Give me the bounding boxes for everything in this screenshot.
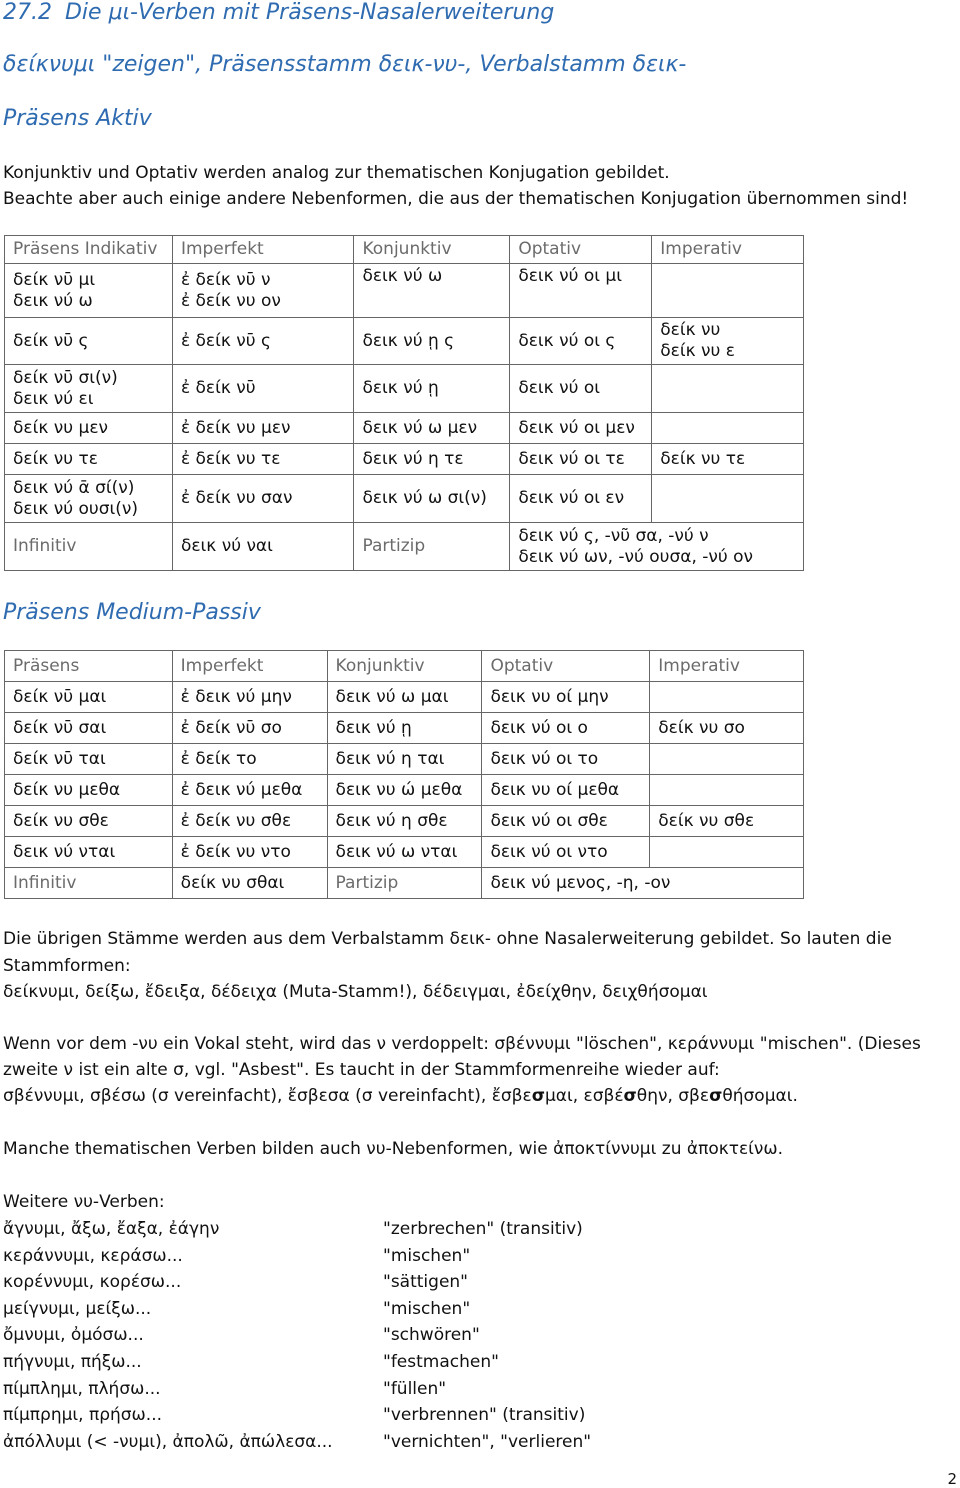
form-cell: ἐ δεικ νύ μην: [172, 682, 327, 713]
vowel-line-2: zweite ν ist ein alte σ, vgl. "Asbest". Es taucht in der Stammformenreihe wieder auf:: [3, 1060, 720, 1080]
thematic-paragraph: Manche thematischen Verben bilden auch νυ-Nebenformen, wie ἀποκτίννυμι zu ἀποκτείνω.: [3, 1139, 784, 1159]
form: δεικ νύ ει: [13, 388, 94, 409]
form-cell: [650, 682, 804, 713]
table-header-row: [5, 236, 804, 264]
participle-label: Partizip: [327, 868, 482, 899]
indicative-cell: δείκ νυ μεν: [5, 413, 173, 444]
infinitive-cell: δείκ νυ σθαι: [172, 868, 327, 899]
text-run: σβέννυμι, σβέσω (σ vereinfacht), ἔσβεσα (σ vereinfacht), ἔσβε: [3, 1086, 532, 1106]
form-cell: δείκ νυ μεθα: [5, 775, 173, 806]
list-item: [3, 1269, 591, 1296]
form-cell: [650, 775, 804, 806]
form-cell: ἐ δείκ νῡ σο: [172, 713, 327, 744]
form-cell: [650, 837, 804, 868]
stems-line-3: δείκνυμι, δείξω, ἔδειξα, δέδειχα (Muta-Stamm!), δέδειγμαι, ἐδείχθην, δειχθήσομαι: [3, 982, 708, 1002]
form: δείκ νῡ μι: [13, 269, 96, 290]
imperative-cell: [652, 413, 804, 444]
medium-passive-table: [4, 650, 804, 899]
meaning: "mischen": [383, 1298, 471, 1319]
section-number: 27.2: [3, 0, 52, 25]
form: δείκ νῡ σι(ν): [13, 367, 118, 388]
form-cell: ἐ δείκ νυ σθε: [172, 806, 327, 837]
form: δεικ νύ ω: [13, 290, 93, 311]
page-number: 2: [947, 1470, 957, 1488]
form: ἐ δείκ νυ ον: [180, 290, 281, 311]
list-item: [3, 1243, 591, 1270]
section-heading: [3, 0, 554, 25]
optative-cell: δεικ νύ οι ς: [510, 318, 652, 365]
table-row-infinitive: [5, 523, 804, 571]
form-cell: δεικ νύ η σθε: [327, 806, 482, 837]
greek-forms: πίμπρημι, πρήσω...: [3, 1405, 163, 1426]
list-item: [3, 1322, 591, 1349]
infinitive-cell: δεικ νύ ναι: [172, 523, 354, 571]
subjunctive-cell: δεικ νύ ῃ: [354, 365, 510, 413]
header-cell: Optativ: [510, 236, 652, 264]
form-cell: δεικ νύ η ται: [327, 744, 482, 775]
form-cell: δείκ νῡ ται: [5, 744, 173, 775]
form: δείκ νυ ε: [660, 341, 735, 361]
greek-forms: κορέννυμι, κορέσω...: [3, 1272, 182, 1293]
form-cell: δεικ νύ οι ντο: [482, 837, 650, 868]
meaning: "festmachen": [383, 1351, 499, 1372]
imperative-cell: [652, 475, 804, 523]
table-row: [5, 413, 804, 444]
header-cell: Präsens Indikativ: [5, 236, 173, 264]
table-header-row: [5, 651, 804, 682]
meaning: "sättigen": [383, 1272, 468, 1293]
subjunctive-cell: δεικ νύ ῃ ς: [354, 318, 510, 365]
list-item: [3, 1402, 591, 1429]
vowel-line-3: [3, 1083, 798, 1109]
form: δείκ νυ: [660, 320, 721, 340]
form-cell: [650, 744, 804, 775]
verb-subtitle: δείκνυμι "zeigen", Präsensstamm δεικ-νυ-, Verbalstamm δεικ-: [3, 52, 687, 77]
participle-cell: [510, 523, 804, 571]
meaning: "mischen": [383, 1245, 471, 1266]
bold-sigma: σ: [531, 1086, 545, 1106]
imperfect-cell: ἐ δείκ νυ σαν: [172, 475, 354, 523]
form-cell: δεικ νύ οι ο: [482, 713, 650, 744]
greek-forms: πήγνυμι, πήξω...: [3, 1351, 142, 1372]
header-cell: Imperativ: [650, 651, 804, 682]
form-cell: δεικ νυ ώ μεθα: [327, 775, 482, 806]
infinitive-label: Infinitiv: [5, 868, 173, 899]
stems-line-1: Die übrigen Stämme werden aus dem Verbalstamm δεικ- ohne Nasalerweiterung gebildet. So lauten die: [3, 929, 892, 949]
form-cell: ἐ δεικ νύ μεθα: [172, 775, 327, 806]
table-row: [5, 744, 804, 775]
imperative-cell: [652, 264, 804, 318]
header-cell: Imperfekt: [172, 236, 354, 264]
greek-forms: πίμπλημι, πλήσω...: [3, 1378, 161, 1399]
form: δεικ νύ ων, -νύ ουσα, -νύ ον: [518, 546, 754, 567]
stems-line-2: Stammformen:: [3, 956, 131, 976]
participle-cell: δεικ νύ μενος, -η, -ον: [482, 868, 804, 899]
imperfect-cell: [172, 264, 354, 318]
header-cell: Optativ: [482, 651, 650, 682]
imperfect-cell: ἐ δείκ νῡ ς: [172, 318, 354, 365]
text-run: θήσομαι.: [722, 1086, 798, 1106]
greek-forms: κεράννυμι, κεράσω...: [3, 1245, 183, 1266]
subjunctive-cell: δεικ νύ η τε: [354, 444, 510, 475]
optative-cell: δεικ νύ οι: [510, 365, 652, 413]
text-run: θην, σβε: [636, 1086, 710, 1106]
list-item: [3, 1349, 591, 1376]
bold-sigma: σ: [623, 1086, 637, 1106]
header-cell: Imperativ: [652, 236, 804, 264]
table-row: [5, 682, 804, 713]
table-row: [5, 475, 804, 523]
imperfect-cell: ἐ δείκ νῡ: [172, 365, 354, 413]
form-cell: δεικ νύ ω νται: [327, 837, 482, 868]
table-row: [5, 775, 804, 806]
list-item: [3, 1429, 591, 1456]
form-cell: δεικ νυ οί μην: [482, 682, 650, 713]
more-verbs-list: [3, 1216, 591, 1455]
greek-forms: ἀπόλλυμι (< -νυμι), ἀπολῶ, ἀπώλεσα...: [3, 1431, 333, 1452]
subjunctive-cell: δεικ νύ ω σι(ν): [354, 475, 510, 523]
form: δεικ νύ ᾱ σί(ν): [13, 477, 135, 498]
form-cell: δείκ νῡ σαι: [5, 713, 173, 744]
header-cell: Präsens: [5, 651, 173, 682]
form-cell: δεικ νύ ω μαι: [327, 682, 482, 713]
form-cell: δεικ νύ ῃ: [327, 713, 482, 744]
infinitive-label: Infinitiv: [5, 523, 173, 571]
list-item: [3, 1376, 591, 1403]
bold-sigma: σ: [709, 1086, 723, 1106]
form-cell: δεικ νύ οι σθε: [482, 806, 650, 837]
table-row: [5, 365, 804, 413]
form: δεικ νύ ς, -νῦ σα, -νύ ν: [518, 525, 709, 546]
form-cell: δείκ νυ σθε: [650, 806, 804, 837]
greek-forms: ἄγνυμι, ἄξω, ἔαξα, ἐάγην: [3, 1219, 220, 1239]
imperfect-cell: ἐ δείκ νυ τε: [172, 444, 354, 475]
form-cell: δείκ νῡ μαι: [5, 682, 173, 713]
optative-cell: δεικ νύ οι τε: [510, 444, 652, 475]
greek-forms: μείγνυμι, μείξω...: [3, 1298, 152, 1319]
indicative-cell: [5, 264, 173, 318]
participle-label: Partizip: [354, 523, 510, 571]
form: ἐ δείκ νῡ ν: [180, 269, 271, 290]
list-item: [3, 1296, 591, 1323]
text-run: μαι, εσβέ: [544, 1086, 624, 1106]
form-cell: ἐ δείκ το: [172, 744, 327, 775]
intro-line-2: Beachte aber auch einige andere Nebenformen, die aus der thematischen Konjugation übernommen sind!: [3, 189, 909, 209]
active-conjugation-table: [4, 235, 804, 571]
header-cell: Konjunktiv: [327, 651, 482, 682]
list-item: [3, 1216, 591, 1243]
table-row: [5, 806, 804, 837]
table-row: [5, 444, 804, 475]
form-cell: δείκ νυ σο: [650, 713, 804, 744]
meaning: "füllen": [383, 1378, 447, 1399]
meaning: "vernichten", "verlieren": [383, 1431, 592, 1452]
meaning: "schwören": [383, 1325, 480, 1346]
greek-forms: ὄμνυμι, ὀμόσω...: [3, 1325, 144, 1346]
subjunctive-cell: δεικ νύ ω μεν: [354, 413, 510, 444]
table-row-infinitive: [5, 868, 804, 899]
subjunctive-cell: δεικ νύ ω: [354, 264, 510, 318]
form: δεικ νύ ουσι(ν): [13, 498, 139, 519]
imperative-cell: [652, 365, 804, 413]
section-title: Die μι-Verben mit Präsens-Nasalerweiterung: [64, 0, 555, 25]
table-row: [5, 837, 804, 868]
imperative-cell: δείκ νυ τε: [652, 444, 804, 475]
medium-heading: Präsens Medium-Passiv: [3, 600, 261, 625]
imperfect-cell: ἐ δείκ νυ μεν: [172, 413, 354, 444]
indicative-cell: δείκ νυ τε: [5, 444, 173, 475]
form-cell: δεικ νύ οι το: [482, 744, 650, 775]
imperative-cell: [652, 318, 804, 365]
table-row: [5, 713, 804, 744]
header-cell: Imperfekt: [172, 651, 327, 682]
meaning: "verbrennen" (transitiv): [383, 1405, 586, 1426]
optative-cell: δεικ νύ οι μι: [510, 264, 652, 318]
indicative-cell: δείκ νῡ ς: [5, 318, 173, 365]
more-verbs-title: Weitere νυ-Verben:: [3, 1192, 165, 1212]
table-row: [5, 318, 804, 365]
meaning: "zerbrechen" (transitiv): [383, 1219, 583, 1239]
header-cell: Konjunktiv: [354, 236, 510, 264]
optative-cell: δεικ νύ οι εν: [510, 475, 652, 523]
active-heading: Präsens Aktiv: [3, 106, 152, 131]
optative-cell: δεικ νύ οι μεν: [510, 413, 652, 444]
form-cell: δεικ νυ οί μεθα: [482, 775, 650, 806]
form-cell: ἐ δείκ νυ ντο: [172, 837, 327, 868]
form-cell: δείκ νυ σθε: [5, 806, 173, 837]
indicative-cell: [5, 475, 173, 523]
vowel-line-1: Wenn vor dem -νυ ein Vokal steht, wird das ν verdoppelt: σβέννυμι "löschen", κεράννυμι "mischen". (Dieses: [3, 1034, 921, 1054]
table-row: [5, 264, 804, 318]
form-cell: δεικ νύ νται: [5, 837, 173, 868]
indicative-cell: [5, 365, 173, 413]
intro-line-1: Konjunktiv und Optativ werden analog zur thematischen Konjugation gebildet.: [3, 163, 670, 183]
